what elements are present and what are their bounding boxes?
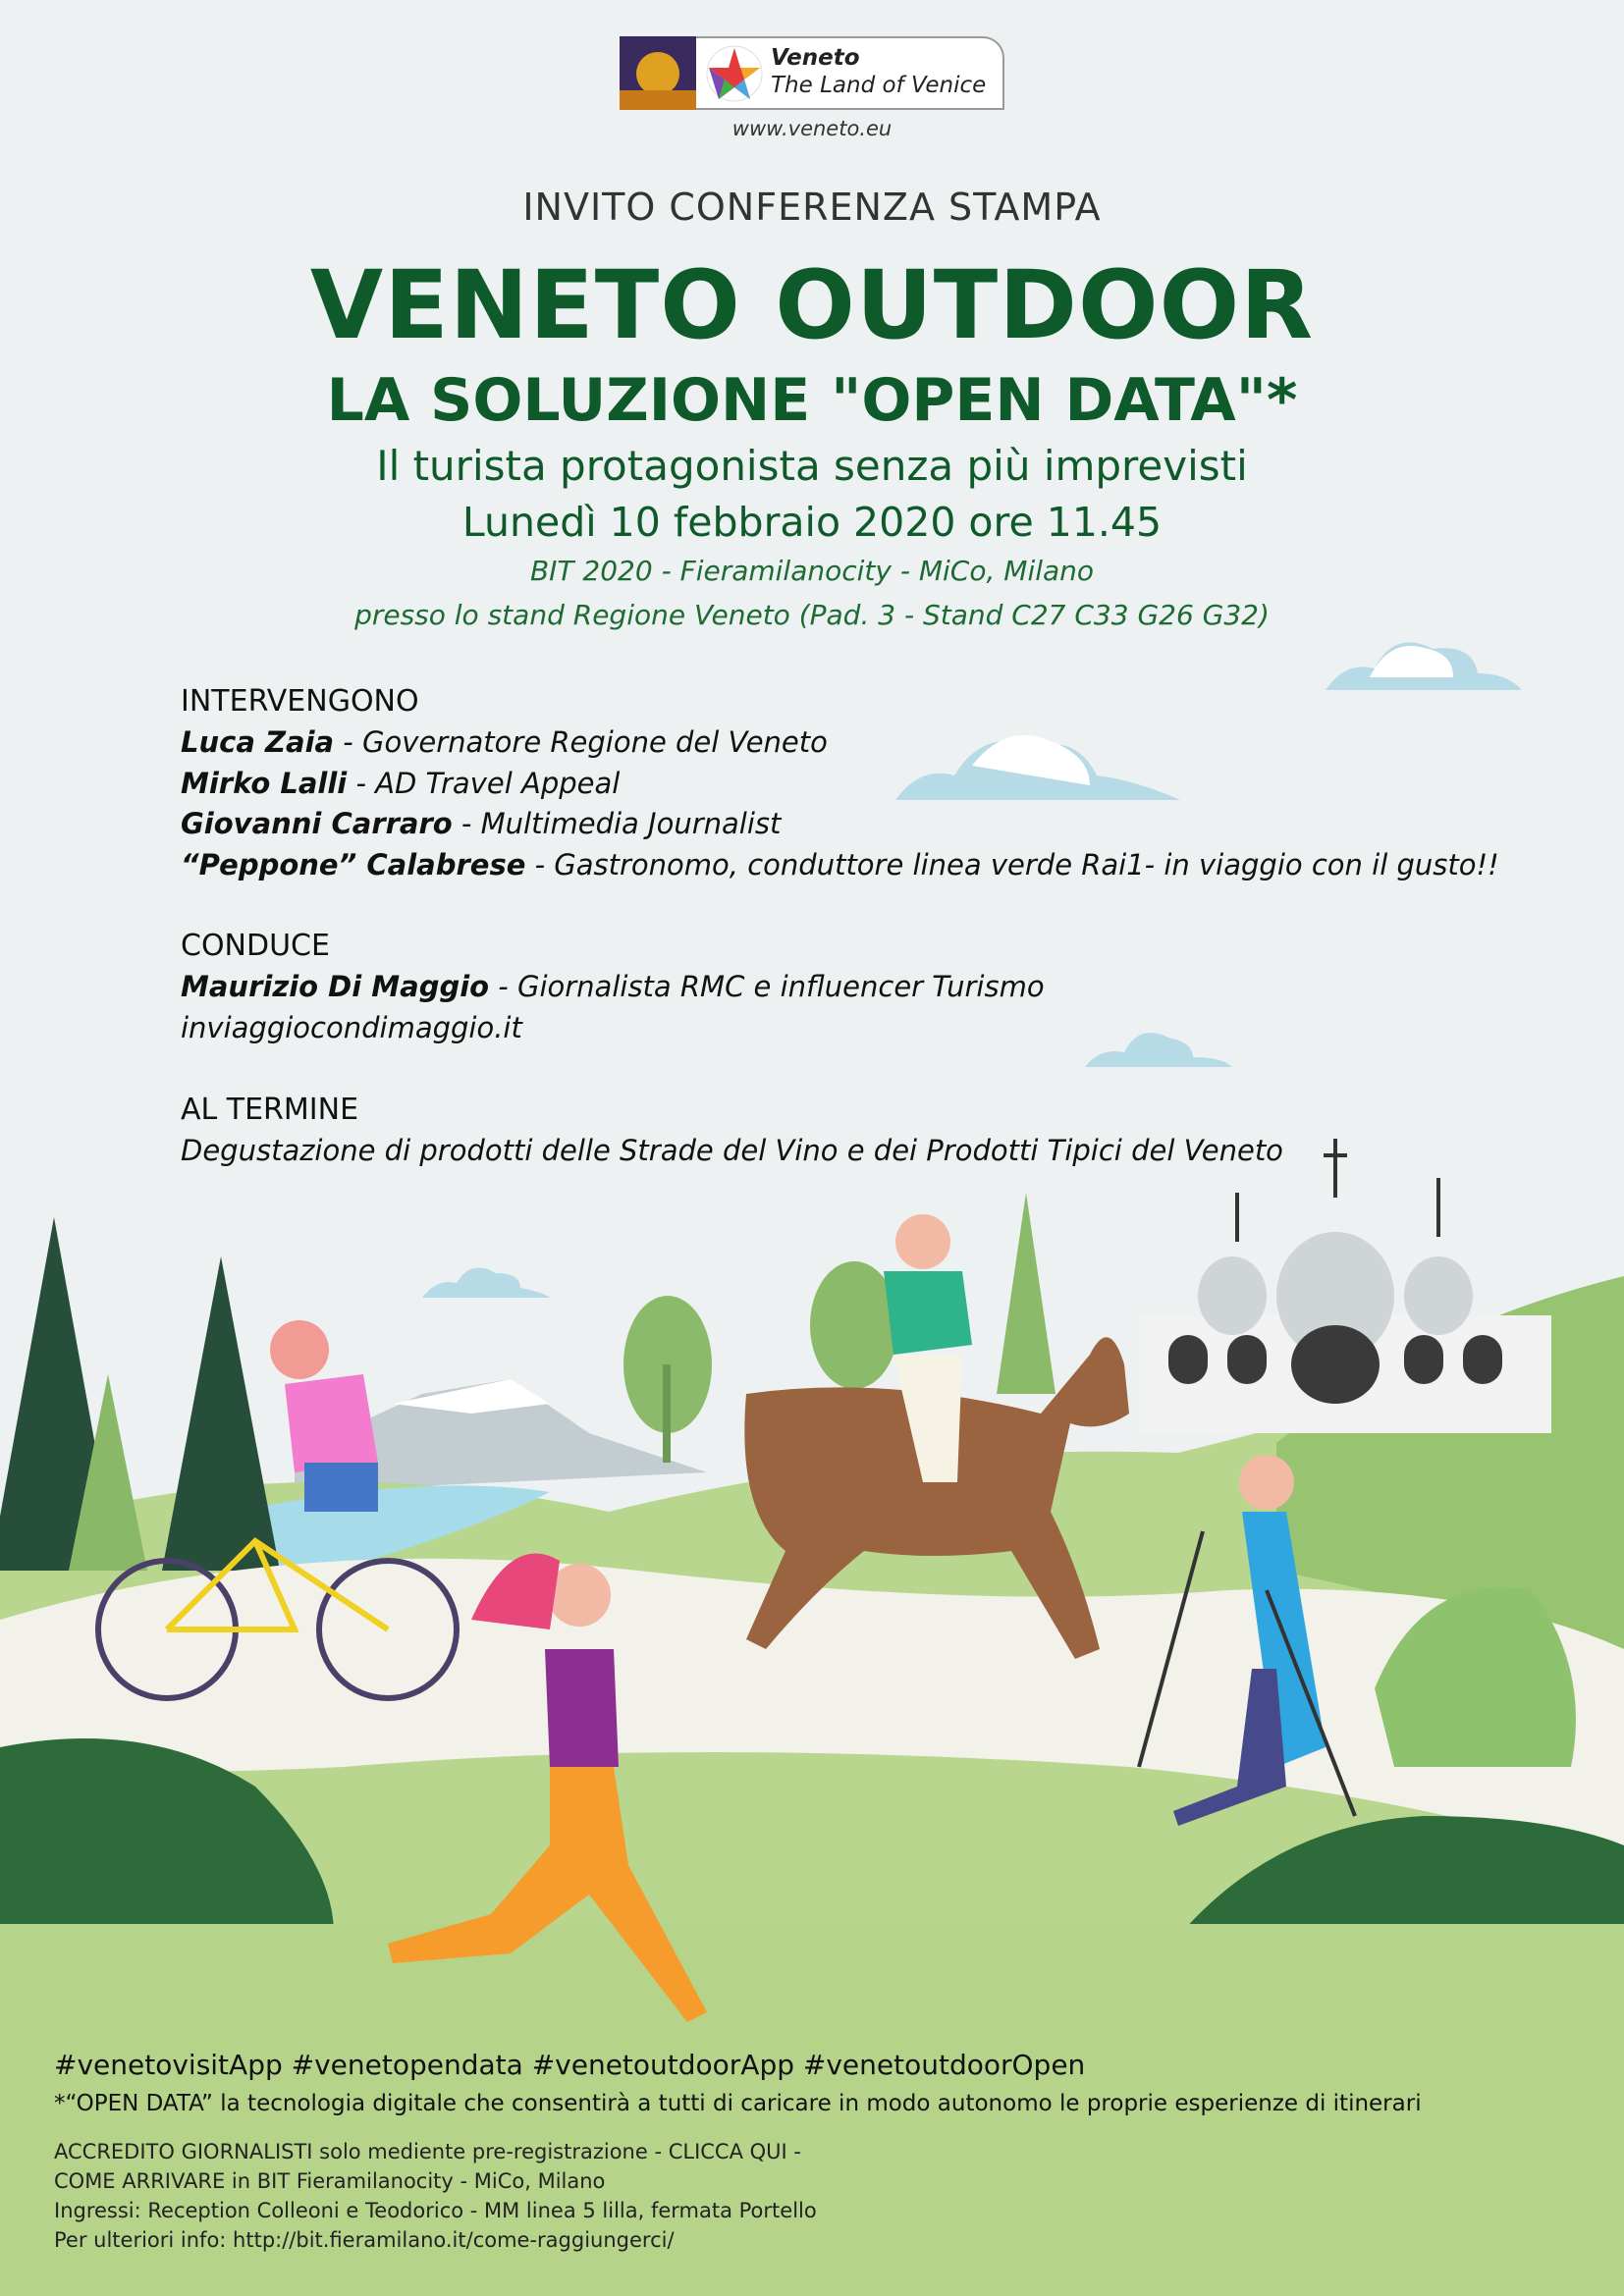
event-date: Lunedì 10 febbraio 2020 ore 11.45	[461, 499, 1163, 546]
directions-text: COME ARRIVARE in BIT Fieramilanocity - MiCo, Milano	[54, 2169, 606, 2193]
speaker-row	[181, 767, 620, 800]
hashtags: #venetovisitApp #venetopendata #venetoutdoorApp #venetoutdoorOpen	[54, 2049, 1086, 2081]
page-subtitle: LA SOLUZIONE "OPEN DATA"*	[326, 366, 1298, 435]
host-heading: CONDUCE	[181, 929, 330, 963]
speaker-name: Mirko Lalli	[181, 767, 348, 800]
speakers-heading: INTERVENGONO	[181, 684, 419, 719]
host-name: Maurizio Di Maggio	[181, 970, 490, 1003]
venue-line-1: BIT 2020 - Fieramilanocity - MiCo, Milano	[529, 555, 1095, 587]
host-website-link[interactable]: inviaggiocondimaggio.it	[181, 1011, 522, 1044]
brand-tagline: The Land of Venice	[771, 73, 987, 98]
speaker-row	[181, 807, 781, 840]
star-logo-icon	[705, 44, 764, 103]
speaker-role: - Governatore Regione del Veneto	[334, 725, 828, 759]
website-link[interactable]: www.veneto.eu	[731, 117, 893, 140]
info-link[interactable]: Per ulteriori info: http://bit.fieramilano.it/come-raggiungerci/	[54, 2228, 675, 2252]
speaker-role: - Multimedia Journalist	[452, 807, 782, 840]
closing-text: Degustazione di prodotti delle Strade del Vino e dei Prodotti Tipici del Veneto	[181, 1134, 1283, 1167]
speaker-row	[181, 725, 828, 759]
speaker-role: - Gastronomo, conduttore linea verde Rai1- in viaggio con il gusto!!	[525, 848, 1499, 881]
basilica-icon	[1139, 1139, 1551, 1433]
page-title: VENETO OUTDOOR	[309, 250, 1315, 360]
accredito-link[interactable]: ACCREDITO GIORNALISTI solo mediente pre-registrazione - CLICCA QUI -	[54, 2140, 801, 2163]
speaker-name: Giovanni Carraro	[181, 807, 453, 840]
tagline: Il turista protagonista senza più imprevisti	[376, 442, 1248, 490]
invitation-label: INVITO CONFERENZA STAMPA	[522, 186, 1102, 229]
entrances-text: Ingressi: Reception Colleoni e Teodorico - MM linea 5 lilla, fermata Portello	[54, 2199, 817, 2222]
lion-logo-icon	[620, 36, 696, 110]
speaker-name: Luca Zaia	[181, 725, 335, 759]
speaker-row	[181, 848, 1499, 881]
venue-line-2: presso lo stand Regione Veneto (Pad. 3 - Stand C27 C33 G26 G32)	[354, 599, 1270, 631]
speaker-role: - AD Travel Appeal	[347, 767, 621, 800]
open-data-note: *“OPEN DATA” la tecnologia digitale che consentirà a tutti di caricare in modo autonomo le proprie esperienze di itinerari	[54, 2091, 1422, 2116]
brand-name: Veneto	[771, 45, 860, 71]
speaker-name: “Peppone” Calabrese	[181, 848, 526, 881]
host-row	[181, 970, 1045, 1003]
host-role: - Giornalista RMC e influencer Turismo	[489, 970, 1045, 1003]
closing-heading: AL TERMINE	[181, 1093, 359, 1127]
